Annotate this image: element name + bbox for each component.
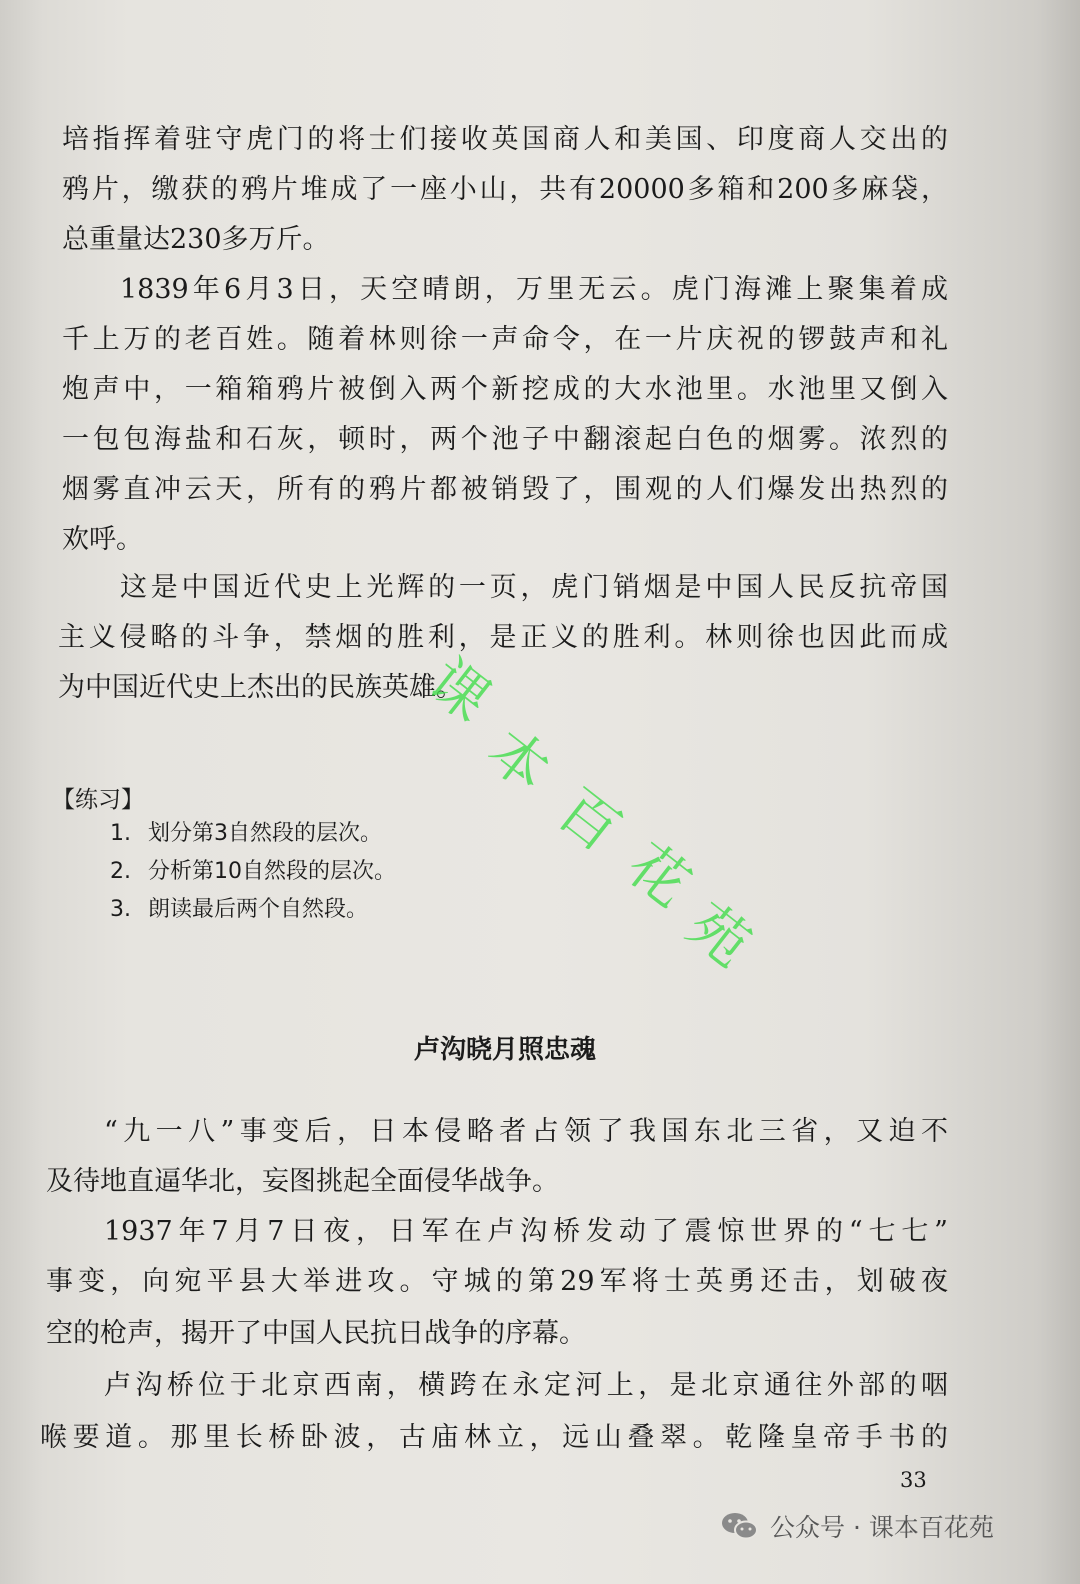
- exercise-text: 分析第10自然段的层次。: [148, 859, 396, 884]
- text-line: 主义侵略的斗争，禁烟的胜利，是正义的胜利。林则徐也因此而成: [58, 622, 948, 653]
- watermark: [415, 645, 790, 990]
- page-number: 33: [900, 1468, 927, 1492]
- paragraph-start-line: 1839年6月3日，天空晴朗，万里无云。虎门海滩上聚集着成: [120, 274, 948, 305]
- exercise-number: 1.: [110, 821, 131, 846]
- exercise-text: 划分第3自然段的层次。: [148, 821, 382, 846]
- exercise-number: 3.: [110, 897, 131, 922]
- paragraph-start-line: 这是中国近代史上光辉的一页，虎门销烟是中国人民反抗帝国: [120, 572, 948, 603]
- article-title: 卢沟晓月照忠魂: [413, 1035, 596, 1065]
- text-line: 千上万的老百姓。随着林则徐一声命令，在一片庆祝的锣鼓声和礼: [62, 324, 948, 355]
- exercise-text: 朗读最后两个自然段。: [148, 897, 369, 922]
- watermark-char: 苑: [675, 890, 763, 980]
- text-line: 空的枪声，揭开了中国人民抗日战争的序幕。: [46, 1318, 586, 1349]
- text-line: 鸦片，缴获的鸦片堆成了一座小山，共有20000多箱和200多麻袋，: [62, 174, 948, 205]
- text-line: 培指挥着驻守虎门的将士们接收英国商人和美国、印度商人交出的: [62, 124, 948, 155]
- watermark-char: 百: [545, 775, 633, 865]
- paragraph-start-line: 1937年7月7日夜，日军在卢沟桥发动了震惊世界的“七七”: [104, 1216, 948, 1247]
- text-line: 一包包海盐和石灰，顿时，两个池子中翻滚起白色的烟雾。浓烈的: [62, 424, 948, 455]
- paragraph-start-line: “九一八”事变后，日本侵略者占领了我国东北三省，又迫不: [104, 1116, 948, 1147]
- watermark-char: 花: [615, 830, 703, 920]
- paragraph-start-line: 卢沟桥位于北京西南，横跨在永定河上，是北京通往外部的咽: [104, 1370, 948, 1401]
- exercise-item: [110, 818, 382, 850]
- exercise-label: 【练习】: [52, 787, 144, 813]
- text-line: 为中国近代史上杰出的民族英雄。: [58, 672, 463, 703]
- footer-text: 公众号 · 课本百花苑: [770, 1513, 994, 1542]
- text-line: 炮声中，一箱箱鸦片被倒入两个新挖成的大水池里。水池里又倒入: [62, 374, 948, 405]
- text-line: 烟雾直冲云天，所有的鸦片都被销毁了，围观的人们爆发出热烈的: [62, 474, 948, 505]
- exercise-item: [110, 894, 368, 926]
- watermark-char: 课: [415, 645, 503, 735]
- text-line: 喉要道。那里长桥卧波，古庙林立，远山叠翠。乾隆皇帝手书的: [40, 1422, 948, 1453]
- footer-account: [720, 1506, 994, 1546]
- watermark-char: 本: [475, 715, 563, 805]
- text-line: 总重量达230多万斤。: [62, 224, 330, 255]
- text-line: 事变，向宛平县大举进攻。守城的第29军将士英勇还击，划破夜: [46, 1266, 948, 1297]
- wechat-icon: [720, 1511, 760, 1541]
- text-line: 欢呼。: [62, 524, 143, 555]
- exercise-number: 2.: [110, 859, 131, 884]
- text-line: 及待地直逼华北，妄图挑起全面侵华战争。: [46, 1166, 559, 1197]
- exercise-item: [110, 856, 396, 888]
